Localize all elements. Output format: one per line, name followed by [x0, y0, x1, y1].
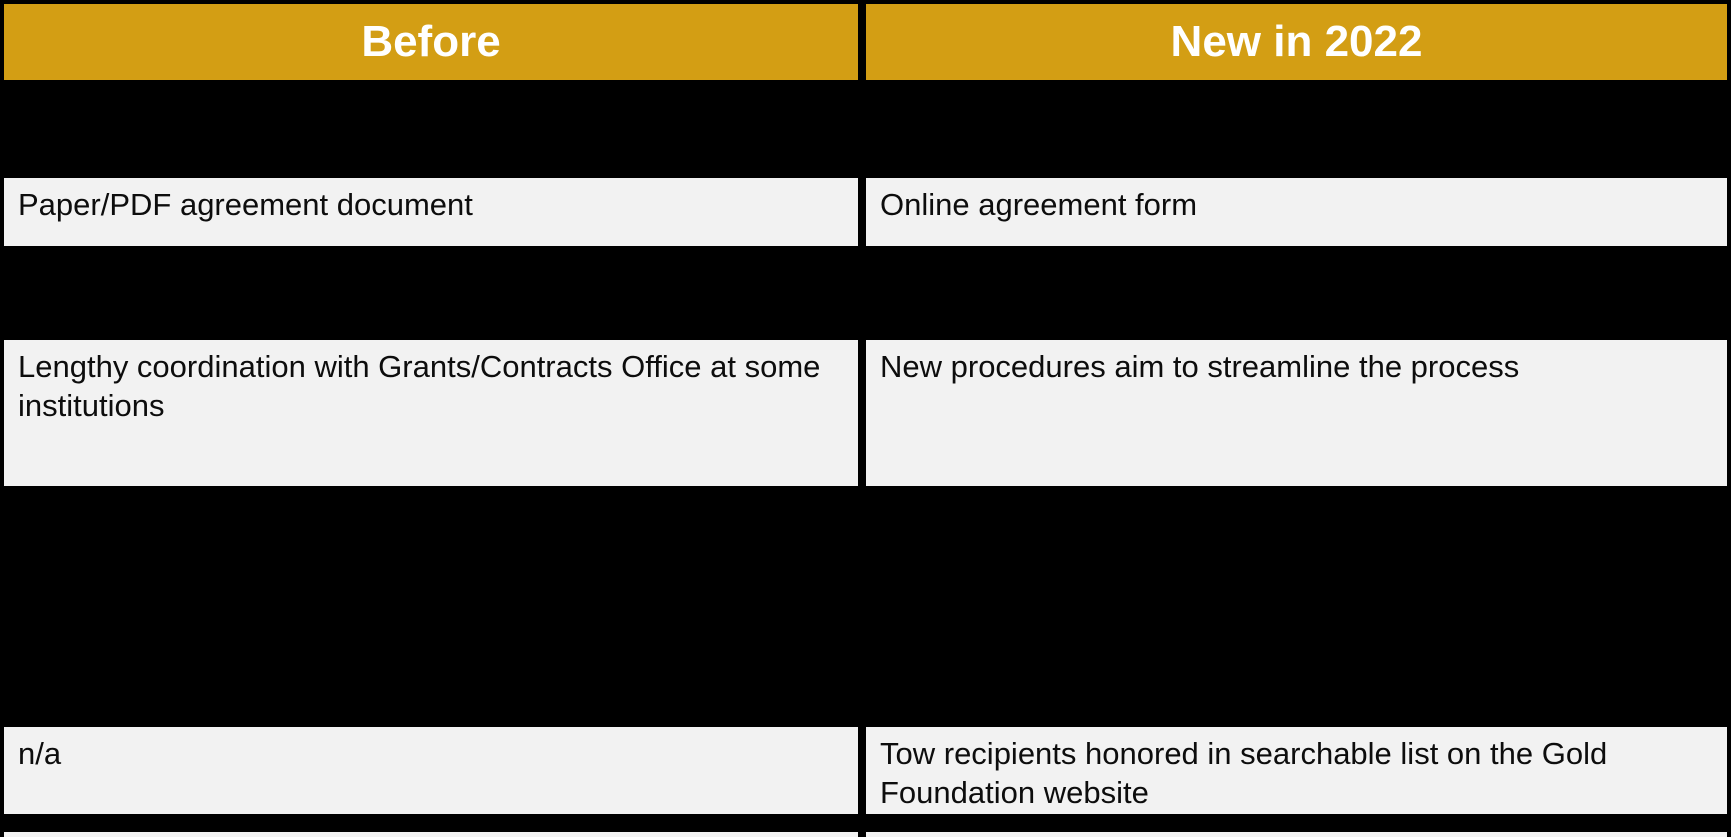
- bottom-edge: [0, 814, 1731, 832]
- table-header-row: [0, 0, 1731, 84]
- cell-new-streamline: New procedures aim to streamline the process: [862, 340, 1731, 486]
- table-row: [0, 84, 1731, 178]
- table-row: [0, 340, 1731, 486]
- left-edge: [0, 0, 4, 832]
- column-header-before: Before: [0, 0, 862, 84]
- table-row: [0, 178, 1731, 246]
- cell-before-na: n/a: [0, 727, 862, 837]
- cell-new-agreement-form: Online agreement form: [862, 178, 1731, 246]
- redacted-cell: [0, 486, 862, 727]
- right-edge: [1727, 0, 1731, 832]
- table-body: [0, 84, 1731, 837]
- table-row: [0, 246, 1731, 340]
- redacted-cell: [862, 486, 1731, 727]
- cell-before-agreement-document: Paper/PDF agreement document: [0, 178, 862, 246]
- redacted-cell: [0, 84, 862, 178]
- cell-before-coordination: Lengthy coordination with Grants/Contracts Office at some institutions: [0, 340, 862, 486]
- redacted-cell: [862, 84, 1731, 178]
- redacted-cell: [862, 246, 1731, 340]
- redacted-cell: [0, 246, 862, 340]
- cell-new-searchable-list: Tow recipients honored in searchable list on the Gold Foundation website: [862, 727, 1731, 837]
- table-header: [0, 0, 1731, 84]
- column-header-new-in-2022: New in 2022: [862, 0, 1731, 84]
- table-row: [0, 486, 1731, 727]
